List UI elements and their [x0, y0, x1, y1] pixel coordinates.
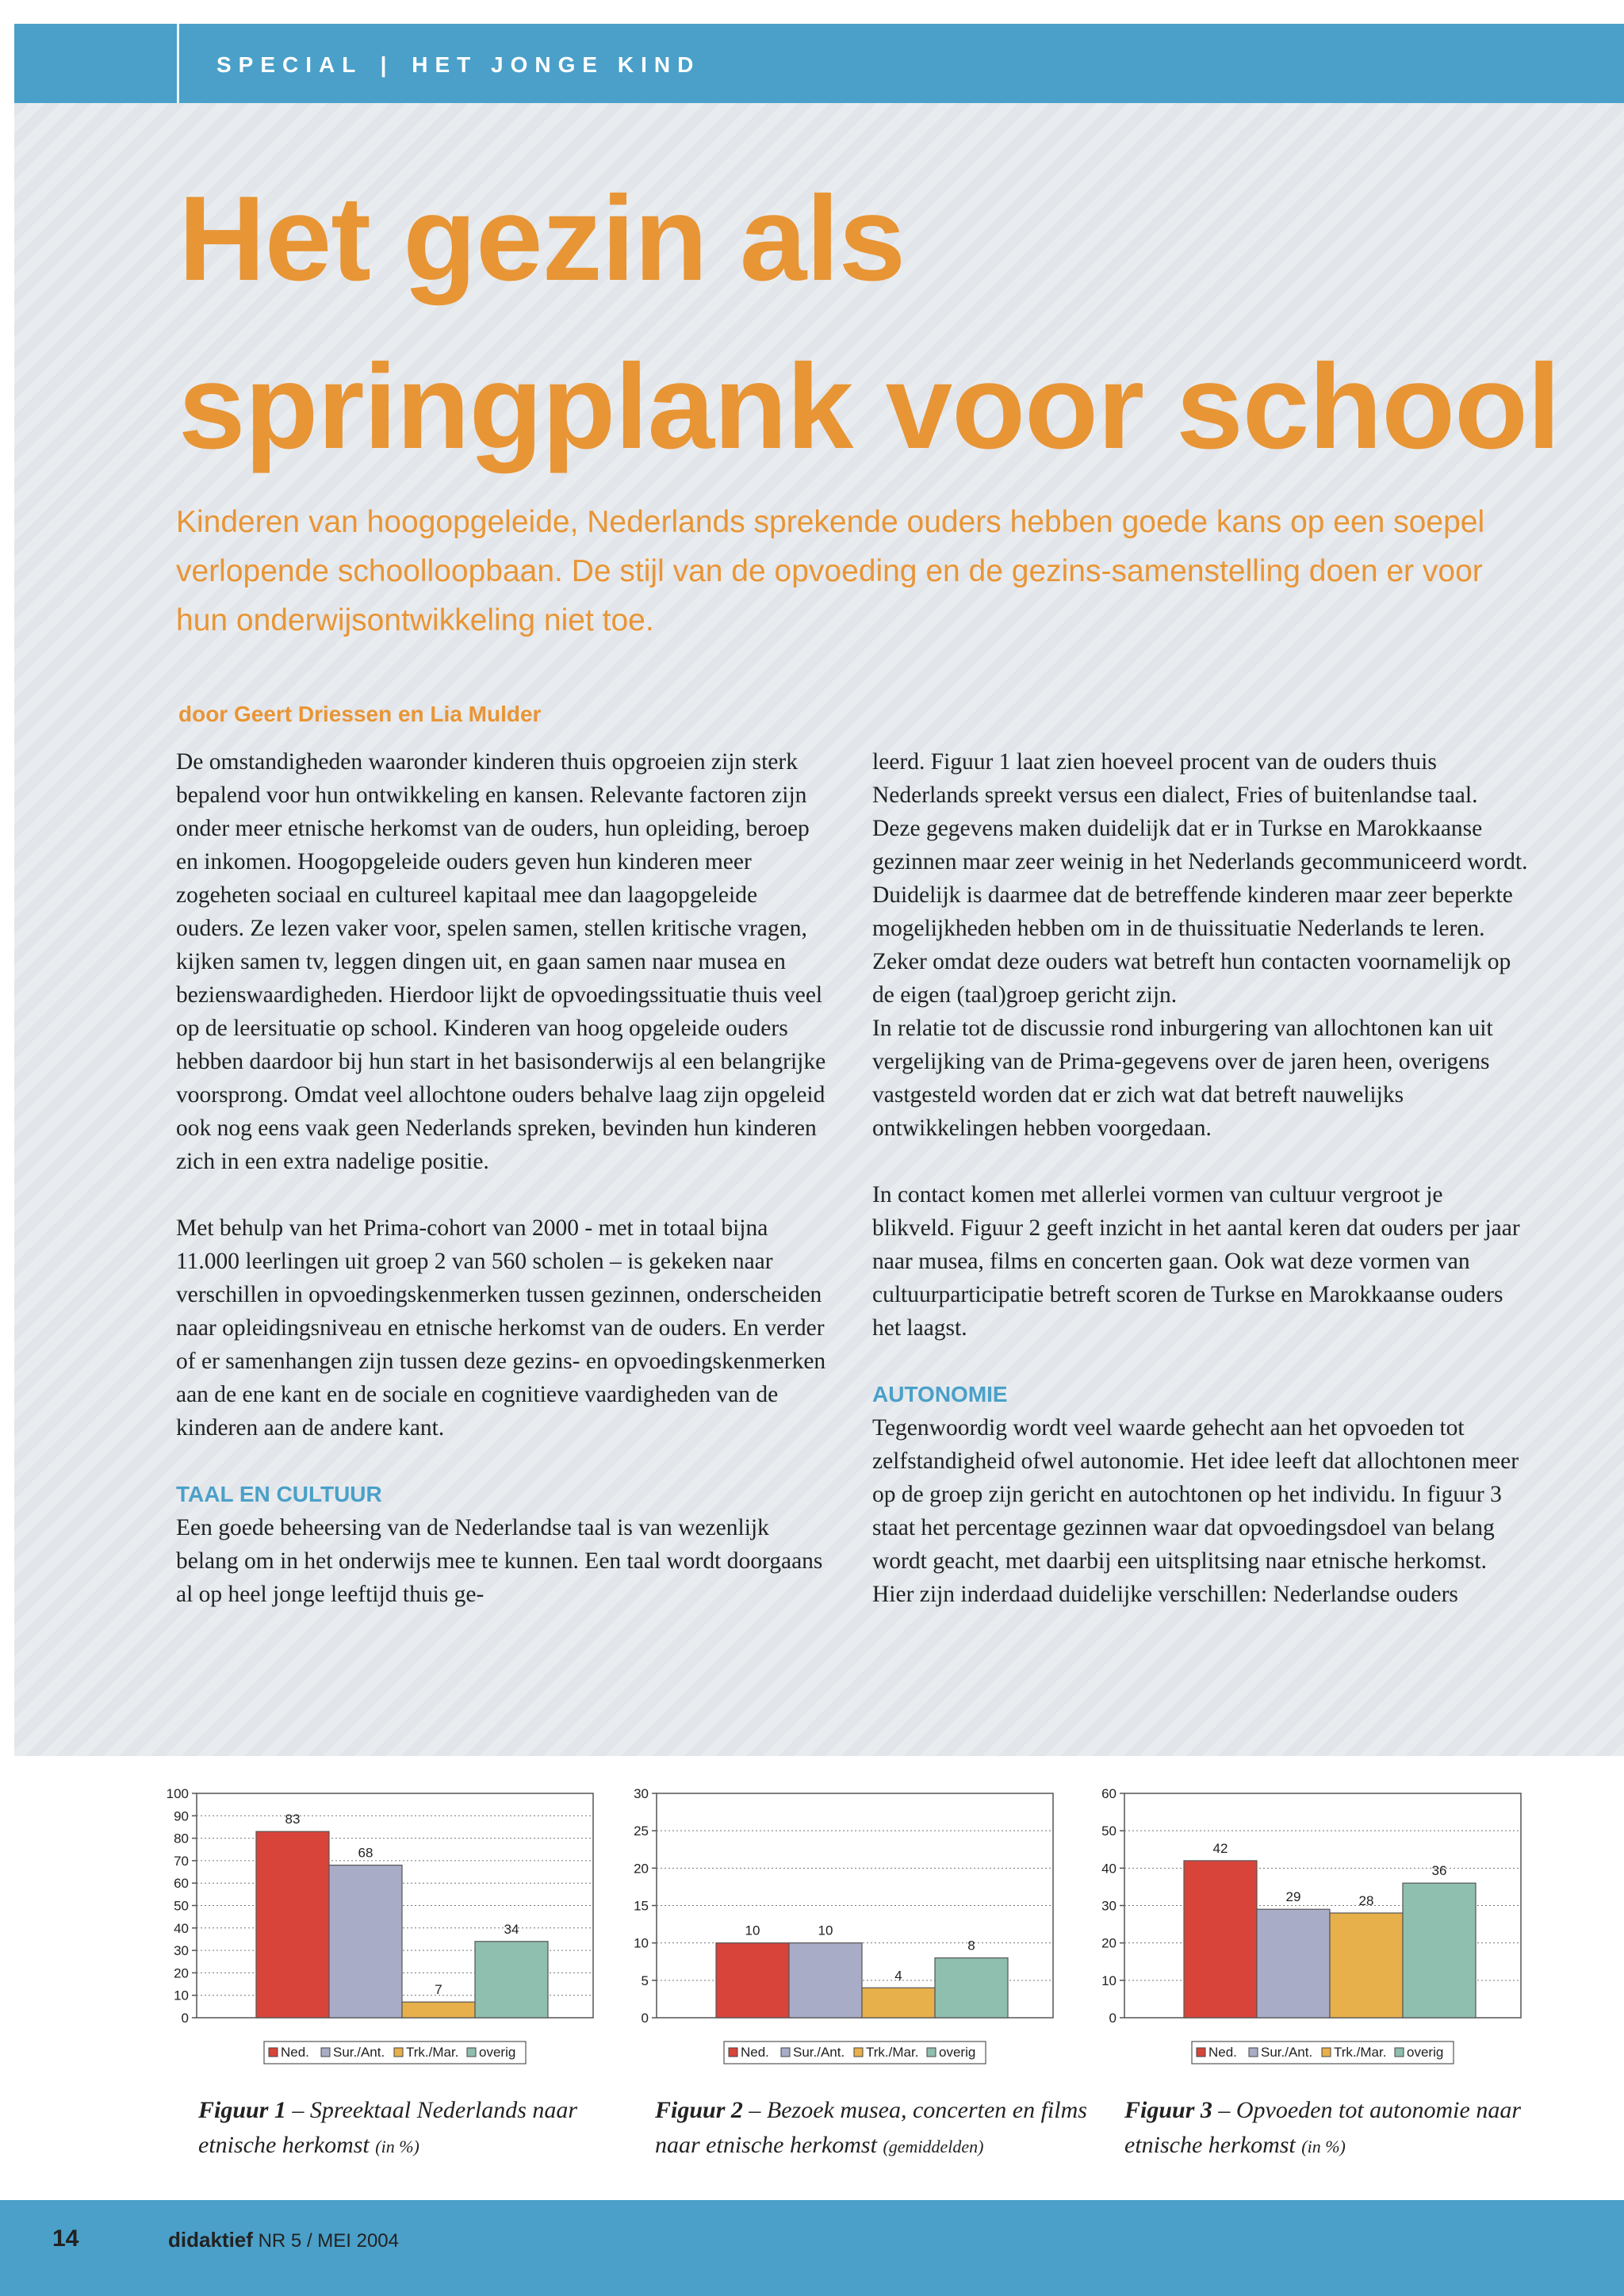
figure-caption-1: [198, 2093, 642, 2164]
paragraph: In relatie tot de discussie rond inburgering van allochtonen kan uit vergelijking van de Prima-gegevens over de jaren heen, overigens vastgesteld worden dat er zich wat dat betreft nauwelijks ontwikkelingen hebben voorgedaan.: [872, 1016, 1493, 1141]
section-name: SPECIAL: [216, 52, 362, 77]
legend-label: Trk./Mar.: [866, 2045, 919, 2060]
y-tick-label: 0: [1109, 2011, 1116, 2026]
text-column-left: [176, 745, 826, 1611]
article-title: [178, 155, 1590, 491]
bar: [1403, 1883, 1476, 2018]
legend-swatch: [321, 2048, 330, 2057]
data-label: 28: [1358, 1892, 1374, 1908]
legend-label: overig: [1407, 2045, 1444, 2060]
data-label: 7: [435, 1982, 442, 1998]
legend-swatch: [854, 2048, 863, 2057]
text-column-right: [872, 745, 1530, 1611]
y-tick-label: 60: [1101, 1786, 1116, 1801]
legend-label: Sur./Ant.: [333, 2045, 385, 2060]
legend-swatch: [1197, 2048, 1205, 2057]
chart-svg: [1086, 1776, 1530, 2077]
section-separator: |: [380, 52, 394, 77]
paragraph: De omstandigheden waaronder kinderen thuis opgroeien zijn sterk bepalend voor hun ontwikkeling en kansen. Relevante factoren zijn onder meer etnische herkomst van de ouders, hun opleiding, beroep en inkomen. Hoogopgeleide ouders geven hun kinderen meer zogeheten sociaal en cultureel kapitaal mee dan laagopgeleide ouders. Ze lezen vaker voor, spelen samen, stellen kritische vragen, kijken samen tv, leggen dingen uit, en gaan samen naar musea en bezienswaardigheden. Hierdoor lijkt de opvoedingssituatie thuis veel op de leersituatie op school. Kinderen van hoog opgeleide ouders hebben daardoor bij hun start in het basisonderwijs al een belangrijke voorsprong. Omdat veel allochtone ouders behalve laag zijn opgeleid ook nog eens vaak geen Nederlands spreken, bevinden hun kinderen zich in een extra nadelige positie.: [176, 749, 826, 1174]
legend-label: Sur./Ant.: [1261, 2045, 1313, 2060]
page-number: 14: [52, 2225, 79, 2252]
legend-label: overig: [479, 2045, 516, 2060]
bar: [1257, 1909, 1330, 2018]
caption-text: Opvoeden tot autonomie naar etnische herkomst: [1124, 2097, 1521, 2158]
legend-label: Trk./Mar.: [1334, 2045, 1387, 2060]
bar: [256, 1831, 329, 2018]
legend-swatch: [467, 2048, 476, 2057]
bar: [862, 1988, 935, 2018]
y-tick-label: 100: [166, 1786, 189, 1801]
caption-label: Figuur 1: [198, 2097, 286, 2123]
data-label: 10: [745, 1923, 760, 1938]
byline: door Geert Driessen en Lia Mulder: [178, 702, 542, 726]
y-tick-label: 10: [634, 1935, 649, 1951]
paragraph: Met behulp van het Prima-cohort van 2000 - met in totaal bijna 11.000 leerlingen uit groep 2 van 560 scholen – is gekeken naar verschillen in opvoedingskenmerken tussen gezinnen, onderscheiden naar opleidingsniveau en etnische herkomst van de ouders. En verder of er samenhangen zijn tussen deze gezins- en opvoedingskenmerken aan de ene kant en de sociale en cognitieve vaardigheden van de kinderen aan de andere kant.: [176, 1215, 826, 1441]
caption-dash: –: [749, 2097, 761, 2123]
section-label: [216, 52, 700, 78]
data-label: 4: [894, 1968, 902, 1984]
chart-figuur-2: [619, 1776, 1063, 2077]
caption-label: Figuur 3: [1124, 2097, 1212, 2123]
caption-unit: (gemiddelden): [883, 2137, 984, 2156]
bar: [789, 1943, 862, 2018]
y-tick-label: 10: [1101, 1973, 1116, 1988]
y-tick-label: 25: [634, 1823, 649, 1839]
data-label: 68: [358, 1845, 373, 1861]
paragraph: Een goede beheersing van de Nederlandse taal is van wezenlijk belang om in het onderwijs mee te kunnen. Een taal wordt doorgaans al op heel jonge leeftijd thuis ge-: [176, 1515, 823, 1607]
chart-svg: [159, 1776, 603, 2077]
legend-swatch: [1395, 2048, 1404, 2057]
article-lead: Kinderen van hoogopgeleide, Nederlands sprekende ouders hebben goede kans op een soepel verlopende schoolloopbaan. De stijl van de opvoeding en de gezins-samenstelling doen er voor hun onderwijsontwikkeling niet toe.: [176, 505, 1485, 637]
legend-label: Trk./Mar.: [406, 2045, 459, 2060]
legend-swatch: [1249, 2048, 1258, 2057]
data-label: 83: [285, 1812, 301, 1827]
y-tick-label: 0: [181, 2011, 189, 2026]
section-topic: HET JONGE KIND: [412, 52, 701, 77]
y-tick-label: 40: [1101, 1861, 1116, 1877]
bar: [1330, 1913, 1403, 2018]
caption-dash: –: [292, 2097, 304, 2123]
y-tick-label: 20: [1101, 1935, 1116, 1951]
caption-dash: –: [1218, 2097, 1231, 2123]
magazine-info: [168, 2228, 399, 2252]
subheading-taal-en-cultuur: TAAL EN CULTUUR: [176, 1482, 382, 1506]
section-header-bar: [14, 24, 1624, 103]
legend-swatch: [927, 2048, 936, 2057]
legend-label: overig: [939, 2045, 976, 2060]
paragraph: Tegenwoordig wordt veel waarde gehecht aan het opvoeden tot zelfstandigheid ofwel autonomie. Het idee leeft dat allochtonen meer op de groep zijn gericht en autochtonen op het individu. In figuur 3 staat het percentage gezinnen waar dat opvoedingsdoel van belang wordt geacht, met daarbij een uitsplitsing naar etnische herkomst. Hier zijn inderdaad duidelijke verschillen: Nederlandse ouders: [872, 1415, 1519, 1607]
figure-caption-2: [655, 2093, 1099, 2164]
y-tick-label: 0: [641, 2011, 649, 2026]
paragraph: In contact komen met allerlei vormen van cultuur vergroot je blikveld. Figuur 2 geeft inzicht in het aantal keren dat ouders per jaar naar musea, films en concerten gaan. Ook wat deze vormen van cultuurparticipatie betreft scoren de Turkse en Marokkaanse ouders het laagst.: [872, 1182, 1520, 1341]
caption-text: Spreektaal Nederlands naar etnische herkomst: [198, 2097, 578, 2158]
bar: [1184, 1861, 1257, 2018]
bar: [935, 1958, 1008, 2018]
legend-label: Ned.: [1208, 2045, 1237, 2060]
y-tick-label: 15: [634, 1898, 649, 1914]
y-tick-label: 60: [174, 1876, 189, 1892]
magazine-name: didaktief: [168, 2228, 253, 2252]
subheading-autonomie: AUTONOMIE: [872, 1382, 1008, 1406]
bar: [329, 1866, 402, 2018]
caption-text: Bezoek musea, concerten en films naar etnische herkomst: [655, 2097, 1087, 2158]
y-tick-label: 5: [641, 1973, 649, 1988]
legend-label: Sur./Ant.: [793, 2045, 845, 2060]
title-line-2: springplank voor school: [178, 339, 1561, 474]
legend-swatch: [394, 2048, 403, 2057]
y-tick-label: 30: [1101, 1898, 1116, 1914]
legend-swatch: [1322, 2048, 1331, 2057]
figure-caption-3: [1124, 2093, 1568, 2164]
data-label: 36: [1431, 1863, 1447, 1879]
data-label: 42: [1212, 1840, 1228, 1856]
bar: [475, 1942, 548, 2018]
y-tick-label: 20: [174, 1965, 189, 1981]
title-line-1: Het gezin als: [178, 171, 906, 306]
data-label: 29: [1285, 1889, 1301, 1905]
legend-label: Ned.: [741, 2045, 769, 2060]
legend-label: Ned.: [281, 2045, 309, 2060]
paragraph: leerd. Figuur 1 laat zien hoeveel procent van de ouders thuis Nederlands spreekt versus een dialect, Fries of buitenlandse taal. Deze gegevens maken duidelijk dat er in Turkse en Marokkaanse gezinnen maar zeer weinig in het Nederlands gecommuniceerd wordt. Duidelijk is daarmee dat de betreffende kinderen maar zeer beperkte mogelijkheden hebben om in de thuissituatie Nederlands te leren. Zeker omdat deze ouders wat betreft hun contacten voornamelijk op de eigen (taal)groep gericht zijn.: [872, 749, 1528, 1008]
chart-svg: [619, 1776, 1063, 2077]
y-tick-label: 10: [174, 1988, 189, 2003]
legend-swatch: [781, 2048, 790, 2057]
chart-figuur-1: [159, 1776, 603, 2077]
caption-unit: (in %): [1301, 2137, 1346, 2156]
bar: [716, 1943, 789, 2018]
legend-swatch: [729, 2048, 737, 2057]
magazine-issue: NR 5 / MEI 2004: [258, 2230, 400, 2252]
y-tick-label: 20: [634, 1861, 649, 1877]
y-tick-label: 50: [174, 1898, 189, 1914]
legend-swatch: [269, 2048, 278, 2057]
y-tick-label: 40: [174, 1920, 189, 1936]
chart-figuur-3: [1086, 1776, 1530, 2077]
y-tick-label: 80: [174, 1831, 189, 1846]
y-tick-label: 90: [174, 1808, 189, 1824]
y-tick-label: 30: [174, 1943, 189, 1959]
bar: [402, 2002, 475, 2018]
y-tick-label: 30: [634, 1786, 649, 1801]
caption-unit: (in %): [375, 2137, 419, 2156]
data-label: 8: [967, 1938, 975, 1954]
caption-label: Figuur 2: [655, 2097, 743, 2123]
data-label: 34: [504, 1921, 519, 1937]
data-label: 10: [818, 1923, 833, 1938]
header-divider: [177, 24, 179, 103]
y-tick-label: 70: [174, 1853, 189, 1869]
y-tick-label: 50: [1101, 1823, 1116, 1839]
